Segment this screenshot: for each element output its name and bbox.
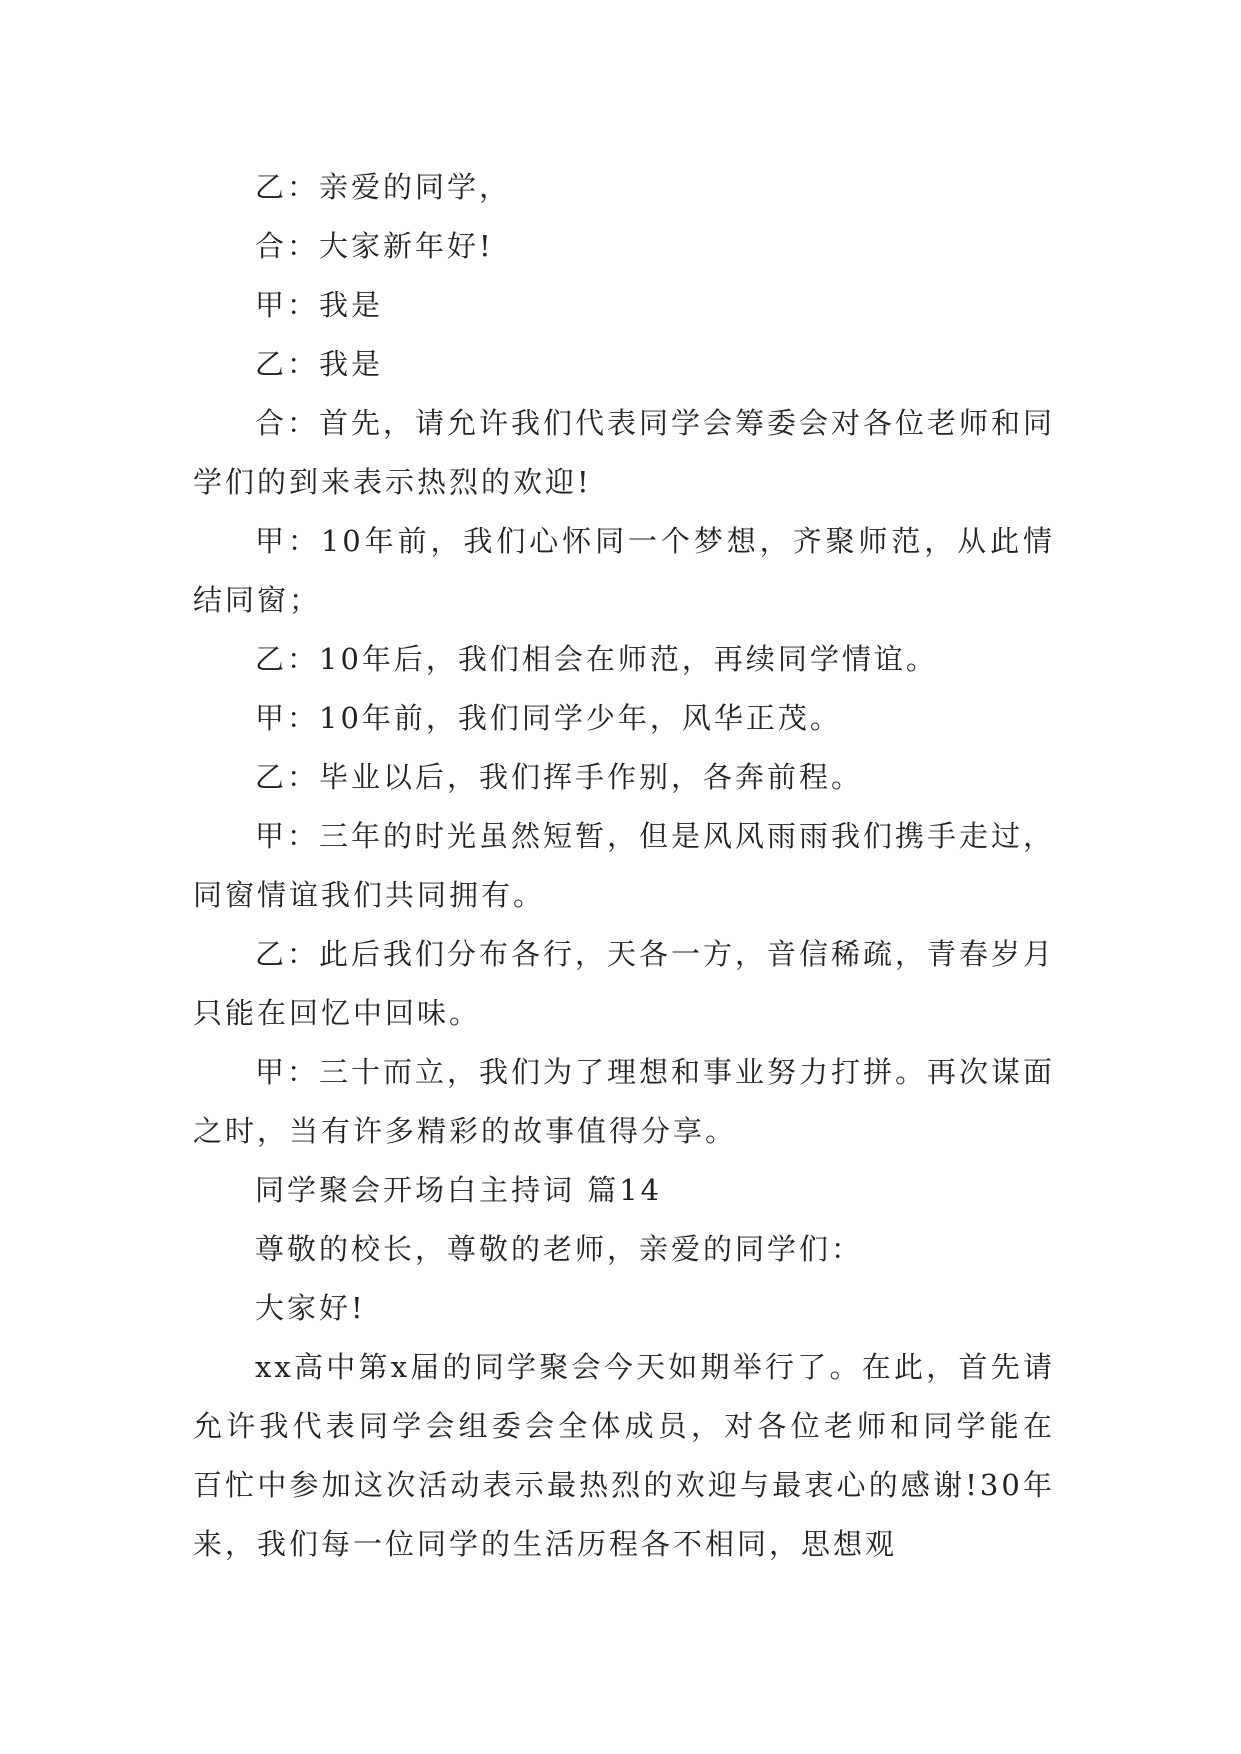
section-heading: 同学聚会开场白主持词 篇14 bbox=[255, 1173, 663, 1207]
salutation: 尊敬的校长，尊敬的老师，亲爱的同学们： bbox=[255, 1232, 864, 1266]
paragraph: 乙：毕业以后，我们挥手作别，各奔前程。 bbox=[255, 760, 864, 794]
greeting: 大家好! bbox=[255, 1291, 366, 1325]
paragraph: xx高中第x届的同学聚会今天如期举行了。在此，首先请允许我代表同学会组委会全体成员，对各位老师和同学能在百忙中参加这次活动表示最热烈的欢迎与最衷心的感谢!30年来，我们每一位同学的生活历程各不相同，思想观 bbox=[193, 1350, 1055, 1561]
paragraph: 甲：三十而立，我们为了理想和事业努力打拼。再次谋面之时，当有许多精彩的故事值得分享。 bbox=[193, 1055, 1056, 1148]
paragraph: 甲：10年前，我们同学少年，风华正茂。 bbox=[255, 701, 842, 735]
paragraph: 合：大家新年好! bbox=[255, 229, 494, 263]
document-body bbox=[193, 158, 1055, 1574]
paragraph: 合：首先，请允许我们代表同学会筹委会对各位老师和同学们的到来表示热烈的欢迎! bbox=[193, 406, 1056, 499]
paragraph: 甲：三年的时光虽然短暂，但是风风雨雨我们携手走过，同窗情谊我们共同拥有。 bbox=[193, 819, 1056, 912]
paragraph: 乙：此后我们分布各行，天各一方，音信稀疏，青春岁月只能在回忆中回味。 bbox=[193, 937, 1056, 1030]
paragraph: 乙：10年后，我们相会在师范，再续同学情谊。 bbox=[255, 642, 938, 676]
paragraph: 甲：10年前，我们心怀同一个梦想，齐聚师范，从此情结同窗； bbox=[193, 524, 1055, 617]
paragraph: 乙：我是 bbox=[255, 347, 384, 381]
paragraph: 乙：亲爱的同学， bbox=[255, 170, 512, 204]
paragraph: 甲：我是 bbox=[255, 288, 384, 322]
